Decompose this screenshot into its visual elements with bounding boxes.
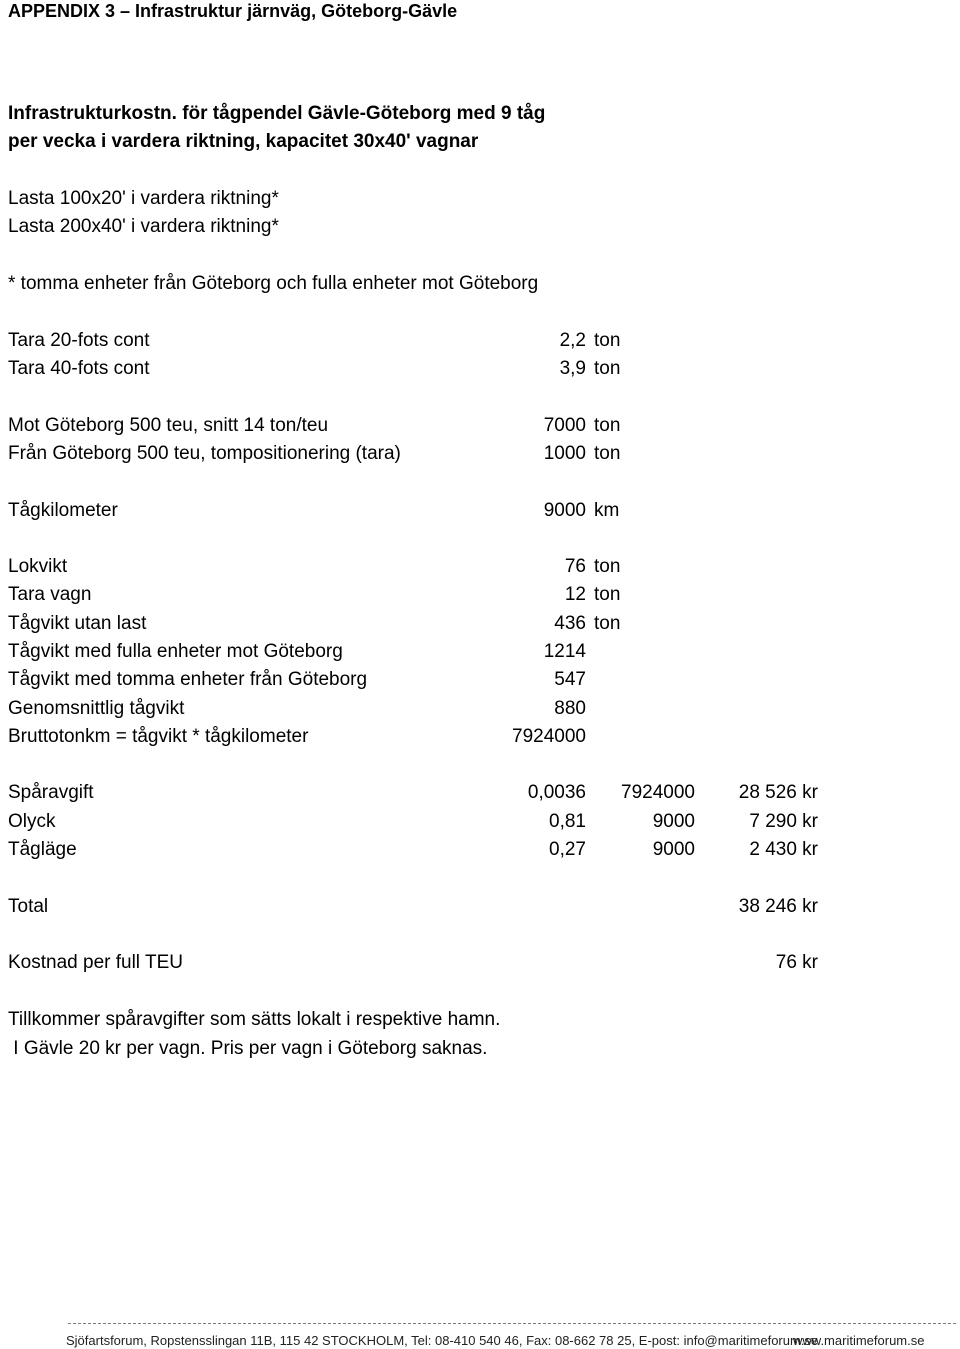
weight-value: 76	[564, 556, 586, 577]
fee-amount: 28 526 kr	[738, 782, 818, 803]
freight-unit: ton	[594, 443, 621, 464]
fee-label: Olyck	[8, 811, 56, 832]
train-km-value: 9000	[543, 500, 586, 521]
fee-amount: 7 290 kr	[749, 811, 818, 832]
tara-unit: ton	[594, 330, 621, 351]
weight-unit: ton	[594, 613, 621, 634]
calc-value: 547	[554, 669, 586, 690]
footer-address: Sjöfartsforum, Ropstensslingan 11B, 115 42 STOCKHOLM, Tel: 08-410 540 46, Fax: 08-662 78 25, E-post: info@maritimeforum.se	[66, 1333, 819, 1348]
train-km-unit: km	[594, 500, 620, 521]
fee-rate: 0,27	[549, 839, 586, 860]
weight-value: 436	[554, 613, 586, 634]
load-line-2: Lasta 200x40' i vardera riktning*	[8, 216, 279, 237]
total-amount: 38 246 kr	[738, 896, 818, 917]
freight-label: Från Göteborg 500 teu, tompositionering (tara)	[8, 443, 401, 464]
freight-label: Mot Göteborg 500 teu, snitt 14 ton/teu	[8, 415, 329, 436]
fee-rate: 0,81	[549, 811, 586, 832]
tara-value: 3,9	[559, 358, 586, 379]
footnote-text: * tomma enheter från Göteborg och fulla enheter mot Göteborg	[8, 273, 539, 294]
train-km-label: Tågkilometer	[8, 500, 118, 521]
calc-value: 7924000	[512, 726, 586, 747]
fee-basis: 9000	[652, 811, 695, 832]
calc-value: 880	[554, 698, 586, 719]
weight-label: Tågvikt utan last	[8, 613, 147, 634]
closing-line-2: I Gävle 20 kr per vagn. Pris per vagn i Göteborg saknas.	[8, 1038, 488, 1059]
tara-unit: ton	[594, 358, 621, 379]
intro-line-2: per vecka i vardera riktning, kapacitet 30x40' vagnar	[8, 131, 479, 152]
weight-value: 12	[564, 584, 586, 605]
calc-label: Genomsnittlig tågvikt	[8, 698, 185, 719]
weight-unit: ton	[594, 556, 621, 577]
fee-basis: 7924000	[621, 782, 695, 803]
fee-label: Spåravgift	[8, 782, 94, 803]
freight-unit: ton	[594, 415, 621, 436]
tara-label: Tara 20-fots cont	[8, 330, 150, 351]
load-line-1: Lasta 100x20' i vardera riktning*	[8, 188, 279, 209]
weight-label: Tara vagn	[8, 584, 92, 605]
freight-value: 1000	[543, 443, 586, 464]
page-title: APPENDIX 3 – Infrastruktur järnväg, Göteborg-Gävle	[8, 1, 458, 21]
tara-value: 2,2	[559, 330, 586, 351]
total-label: Total	[8, 896, 49, 917]
per-teu-amount: 76 kr	[775, 952, 818, 973]
calc-label: Tågvikt med fulla enheter mot Göteborg	[8, 641, 343, 662]
weight-unit: ton	[594, 584, 621, 605]
freight-value: 7000	[543, 415, 586, 436]
fee-rate: 0,0036	[527, 782, 586, 803]
intro-line-1: Infrastrukturkostn. för tågpendel Gävle-Göteborg med 9 tåg	[8, 103, 546, 124]
calc-label: Tågvikt med tomma enheter från Göteborg	[8, 669, 368, 690]
footer-website-link[interactable]: www.maritimeforum.se	[793, 1333, 925, 1348]
fee-amount: 2 430 kr	[749, 839, 818, 860]
weight-label: Lokvikt	[8, 556, 68, 577]
closing-line-1: Tillkommer spåravgifter som sätts lokalt i respektive hamn.	[8, 1009, 501, 1030]
calc-label: Bruttotonkm = tågvikt * tågkilometer	[8, 726, 309, 747]
fee-basis: 9000	[652, 839, 695, 860]
per-teu-label: Kostnad per full TEU	[8, 952, 183, 973]
footer-divider	[68, 1323, 956, 1324]
calc-value: 1214	[543, 641, 586, 662]
fee-label: Tågläge	[8, 839, 77, 860]
tara-label: Tara 40-fots cont	[8, 358, 150, 379]
